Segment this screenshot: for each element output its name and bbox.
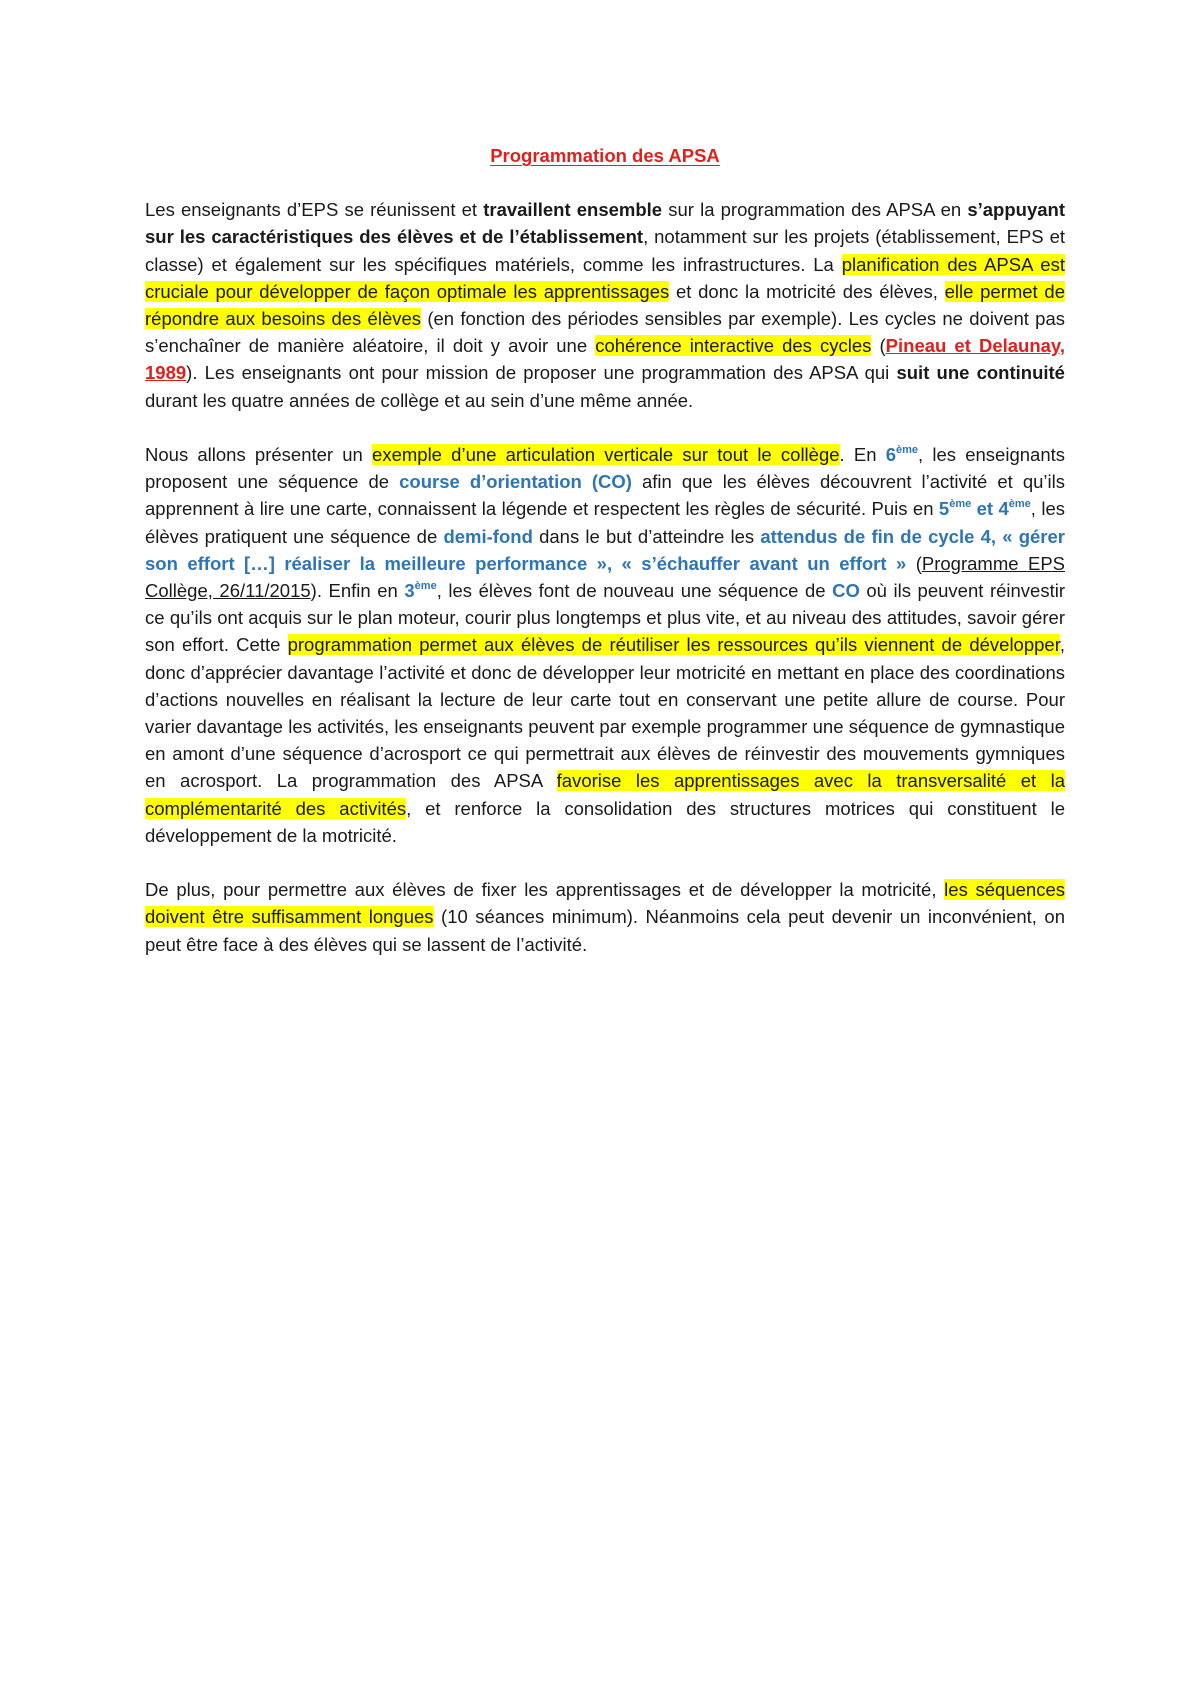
highlighted-text: exemple d’une articulation verticale sur tout le collège (372, 444, 840, 466)
superscript: ème (949, 498, 972, 511)
text: 5 (938, 498, 950, 520)
superscript: ème (414, 580, 437, 593)
highlighted-text: elle permet de répondre aux besoins des élèves (145, 280, 1065, 330)
cycle-expectations: attendus de fin de cycle 4, « gérer son effort […] réaliser la meilleure performance », « s’échauffer avant un effort » (145, 525, 1065, 574)
text: , les enseignants proposent une séquence de (145, 444, 1065, 493)
text: , et renforce la consolidation des structures motrices qui constituent le développement de la motricité. (145, 797, 1065, 846)
text: . En (839, 444, 886, 466)
text: Les enseignants d’EPS se réunissent et (145, 199, 484, 221)
text: , les élèves pratiquent une séquence de (145, 498, 1065, 547)
paragraph-3 (145, 876, 1065, 958)
text: 3 (404, 580, 415, 602)
bold-text: travaillent ensemble (483, 199, 663, 221)
text: (en fonction des périodes sensibles par exemple). Les cycles ne doivent pas s’enchaîner de manière aléatoire, il doit y avoir une (145, 308, 1065, 357)
citation-reference: Programme EPS Collège, 26/11/2015 (145, 552, 1065, 602)
grade-label (939, 498, 1031, 519)
grade-label (886, 444, 918, 465)
text: , notamment sur les projets (établissement, EPS et classe) et également sur les spécifiques matériels, comme les infrastructures. La (145, 226, 1065, 275)
bold-text: suit une continuité (896, 362, 1065, 384)
activity-name: CO (832, 580, 860, 602)
highlighted-text: planification des APSA est cruciale pour développer de façon optimale les apprentissages (145, 253, 1065, 302)
text: et donc la motricité des élèves, (669, 280, 945, 302)
text: , donc d’apprécier davantage l’activité et donc de développer leur motricité en mettant en place des coordinations d’actions nouvelles en réalisant la lecture de leur carte tout en conservant une petite allure de course. Pour varier davantage les activités, les enseignants peuvent par exemple programmer une séquence de gymnastique en amont d’une séquence d’acrosport ce qui permettrait aux élèves de réinvestir des mouvements gymniques en acrosport. La programmation des APSA (145, 634, 1065, 792)
text: où ils peuvent réinvestir ce qu’ils ont acquis sur le plan moteur, courir plus longtemps et plus vite, et au niveau des attitudes, savoir gérer son effort. Cette (145, 580, 1065, 656)
superscript: ème (896, 444, 919, 457)
text: dans le but d’atteindre les (532, 525, 761, 547)
activity-name: demi-fond (443, 525, 533, 547)
text: (10 séances minimum). Néanmoins cela peut devenir un inconvénient, on peut être face à des élèves qui se lassent de l’activité. (145, 906, 1065, 955)
highlighted-text: programmation permet aux élèves de réutiliser les ressources qu’ils viennent de développer (287, 634, 1060, 656)
text: afin que les élèves découvrent l’activité et qu’ils apprennent à lire une carte, connaissent la légende et respectent les règles de sécurité. Puis en (145, 471, 1065, 520)
grade-label (404, 580, 436, 601)
text: ( (871, 335, 886, 357)
paragraph-2 (145, 441, 1065, 849)
text: ( (906, 552, 922, 574)
activity-name: course d’orientation (CO) (399, 471, 632, 493)
text: sur la programmation des APSA en (662, 199, 968, 221)
citation-reference: Pineau et Delaunay, 1989 (145, 335, 1065, 384)
text: ). Les enseignants ont pour mission de proposer une programmation des APSA qui (186, 362, 897, 384)
text: et 4 (971, 498, 1009, 520)
text: , les élèves font de nouveau une séquence de (436, 580, 833, 602)
document-title: Programmation des APSA (490, 145, 720, 166)
text: 6 (885, 444, 897, 466)
document-page (145, 142, 1065, 985)
text: ). Enfin en (310, 580, 405, 602)
paragraph-1 (145, 196, 1065, 414)
text: De plus, pour permettre aux élèves de fixer les apprentissages et de développer la motricité, (145, 879, 945, 901)
bold-text: s’appuyant sur les caractéristiques des élèves et de l’établissement (145, 199, 1065, 248)
text: Nous allons présenter un (145, 444, 373, 466)
highlighted-text: favorise les apprentissages avec la transversalité et la complémentarité des activités (145, 770, 1065, 819)
highlighted-text: cohérence interactive des cycles (595, 335, 872, 357)
text: durant les quatre années de collège et au sein d’une même année. (145, 389, 694, 411)
superscript: ème (1008, 498, 1031, 511)
highlighted-text: les séquences doivent être suffisamment longues (145, 879, 1065, 928)
